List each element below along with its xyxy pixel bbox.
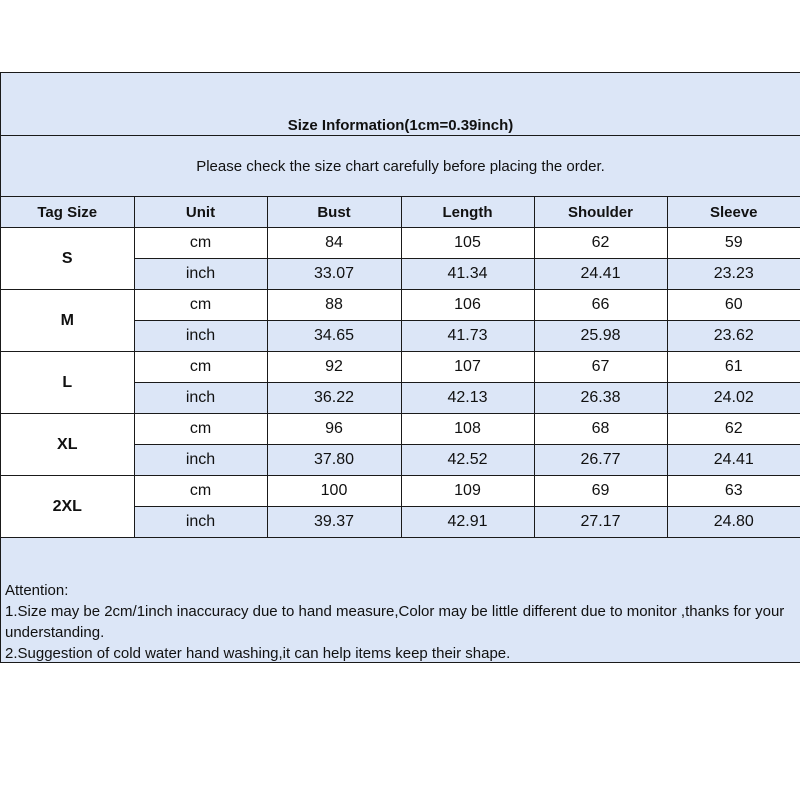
length-cell: 41.73 bbox=[401, 321, 534, 352]
bust-cell: 100 bbox=[267, 476, 401, 507]
sleeve-cell: 24.02 bbox=[667, 383, 800, 414]
shoulder-cell: 26.38 bbox=[534, 383, 667, 414]
header-length: Length bbox=[401, 197, 534, 228]
bust-cell: 33.07 bbox=[267, 259, 401, 290]
attention-note-1: 1.Size may be 2cm/1inch inaccuracy due to hand measure,Color may be little different due to monitor ,thanks for your understanding. bbox=[5, 603, 785, 641]
unit-cell: inch bbox=[134, 383, 267, 414]
sleeve-cell: 59 bbox=[667, 228, 800, 259]
attention-notes bbox=[5, 580, 792, 664]
shoulder-cell: 62 bbox=[534, 228, 667, 259]
bust-cell: 34.65 bbox=[267, 321, 401, 352]
shoulder-cell: 66 bbox=[534, 290, 667, 321]
bust-cell: 92 bbox=[267, 352, 401, 383]
shoulder-cell: 67 bbox=[534, 352, 667, 383]
unit-cell: inch bbox=[134, 445, 267, 476]
unit-cell: cm bbox=[134, 352, 267, 383]
length-cell: 42.52 bbox=[401, 445, 534, 476]
header-sleeve: Sleeve bbox=[667, 197, 800, 228]
unit-cell: cm bbox=[134, 476, 267, 507]
unit-cell: inch bbox=[134, 259, 267, 290]
length-cell: 41.34 bbox=[401, 259, 534, 290]
length-cell: 105 bbox=[401, 228, 534, 259]
unit-cell: inch bbox=[134, 321, 267, 352]
header-tag-size: Tag Size bbox=[1, 197, 134, 228]
tag-size-cell: 2XL bbox=[1, 476, 134, 538]
bust-cell: 39.37 bbox=[267, 507, 401, 538]
header-bust: Bust bbox=[267, 197, 401, 228]
table-row bbox=[1, 352, 800, 383]
sleeve-cell: 63 bbox=[667, 476, 800, 507]
bust-cell: 84 bbox=[267, 228, 401, 259]
sleeve-cell: 60 bbox=[667, 290, 800, 321]
length-cell: 109 bbox=[401, 476, 534, 507]
shoulder-cell: 69 bbox=[534, 476, 667, 507]
notice-band bbox=[1, 136, 800, 197]
attention-heading: Attention: bbox=[5, 582, 69, 599]
table-row bbox=[1, 290, 800, 321]
length-cell: 106 bbox=[401, 290, 534, 321]
bust-cell: 36.22 bbox=[267, 383, 401, 414]
sleeve-cell: 24.41 bbox=[667, 445, 800, 476]
shoulder-cell: 68 bbox=[534, 414, 667, 445]
sleeve-cell: 61 bbox=[667, 352, 800, 383]
length-cell: 107 bbox=[401, 352, 534, 383]
bust-cell: 88 bbox=[267, 290, 401, 321]
header-shoulder: Shoulder bbox=[534, 197, 667, 228]
sleeve-cell: 23.62 bbox=[667, 321, 800, 352]
unit-cell: cm bbox=[134, 414, 267, 445]
shoulder-cell: 24.41 bbox=[534, 259, 667, 290]
unit-cell: cm bbox=[134, 228, 267, 259]
bust-cell: 96 bbox=[267, 414, 401, 445]
size-table-body bbox=[1, 228, 800, 538]
unit-cell: cm bbox=[134, 290, 267, 321]
size-chart-title: Size Information(1cm=0.39inch) bbox=[287, 117, 514, 134]
size-chart bbox=[0, 72, 800, 663]
table-row bbox=[1, 414, 800, 445]
tag-size-cell: S bbox=[1, 228, 134, 290]
shoulder-cell: 27.17 bbox=[534, 507, 667, 538]
table-row bbox=[1, 228, 800, 259]
length-cell: 42.13 bbox=[401, 383, 534, 414]
tag-size-cell: XL bbox=[1, 414, 134, 476]
bust-cell: 37.80 bbox=[267, 445, 401, 476]
length-cell: 42.91 bbox=[401, 507, 534, 538]
table-row bbox=[1, 476, 800, 507]
table-header-row bbox=[1, 197, 800, 228]
sleeve-cell: 62 bbox=[667, 414, 800, 445]
title-band bbox=[1, 73, 800, 136]
size-chart-notice: Please check the size chart carefully before placing the order. bbox=[196, 158, 605, 175]
shoulder-cell: 25.98 bbox=[534, 321, 667, 352]
sleeve-cell: 24.80 bbox=[667, 507, 800, 538]
attention-band bbox=[1, 538, 800, 663]
sleeve-cell: 23.23 bbox=[667, 259, 800, 290]
size-table bbox=[1, 197, 800, 538]
length-cell: 108 bbox=[401, 414, 534, 445]
tag-size-cell: M bbox=[1, 290, 134, 352]
header-unit: Unit bbox=[134, 197, 267, 228]
shoulder-cell: 26.77 bbox=[534, 445, 667, 476]
attention-note-2: 2.Suggestion of cold water hand washing,it can help items keep their shape. bbox=[5, 645, 511, 662]
tag-size-cell: L bbox=[1, 352, 134, 414]
unit-cell: inch bbox=[134, 507, 267, 538]
